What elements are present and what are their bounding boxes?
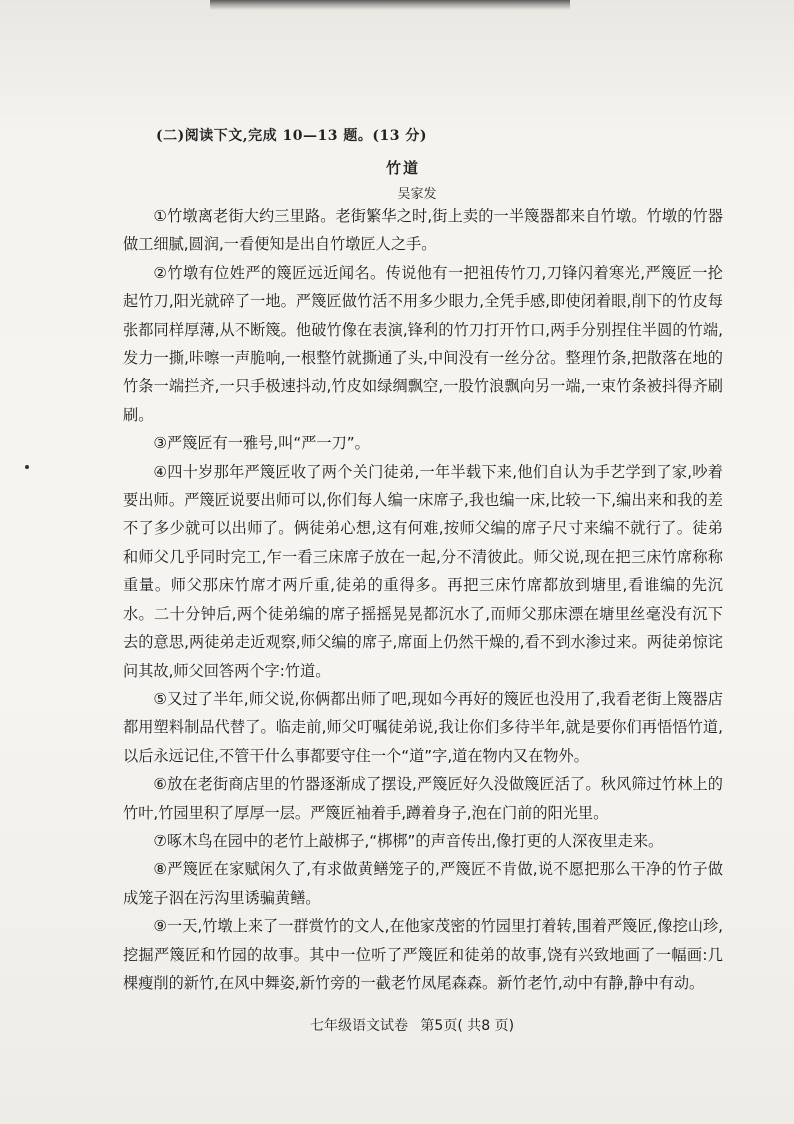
paragraph-7: ⑦啄木鸟在园中的老竹上敲梆子,“梆梆”的声音传出,像打更的人深夜里走来。 [153, 831, 664, 850]
margin-dot [25, 465, 29, 469]
paragraph-4: ④四十岁那年严篾匠收了两个关门徒弟,一年半载下来,他们自认为手艺学到了家,吵着要出师。严篾匠说要出师可以,你们每人编一床席子,我也编一床,比较一下,编出来和我的差不了多少就可以出师了。俩徒弟心想,这有何难,按师父编的席子尺寸来编不就行了。徒弟和师父几乎同时完工,乍一看三床席子放在一起,分不清彼此。师父说,现在把三床竹席称称重量。师父那床竹席才两斤重,徒弟的重得多。再把三床竹席都放到塘里,看谁编的先沉水。二十分钟后,两个徒弟编的席子摇摇晃晃都沉水了,而师父那床漂在塘里丝毫没有沉下去的意思,两徒弟走近观察,师父编的席子,席面上仍然干燥的,看不到水渗过来。两徒弟惊诧问其故,师父回答两个字:竹道。 [123, 462, 723, 680]
paragraph-3: ③严篾匠有一雅号,叫“严一刀”。 [153, 434, 370, 453]
paragraph-1: ①竹墩离老街大约三里路。老街繁华之时,街上卖的一半篾器都来自竹墩。竹墩的竹器做工细腻,圆润,一看便知是出自竹墩匠人之手。 [123, 207, 723, 254]
footer-page-number: 第5页( 共8 页) [420, 1018, 515, 1034]
section-heading: (二)阅读下文,完成 10—13 题。(13 分) [156, 128, 427, 144]
paragraph-2: ②竹墩有位姓严的篾匠远近闻名。传说他有一把祖传竹刀,刀锋闪着寒光,严篾匠一抡起竹刀,阳光就碎了一地。严篾匠做竹活不用多少眼力,全凭手感,即使闭着眼,削下的竹皮每张都同样厚薄,从不断篾。他破竹像在表演,锋利的竹刀打开竹口,两手分别捏住半圆的竹端,发力一撕,咔嚓一声脆响,一根整竹就撕通了头,中间没有一丝分岔。整理竹条,把散落在地的竹条一端拦齐,一只手极速抖动,竹皮如绿绸飘空,一股竹浪飘向另一端,一束竹条被抖得齐刷刷。 [123, 263, 723, 424]
paragraph-6: ⑥放在老街商店里的竹器逐渐成了摆设,严篾匠好久没做篾匠活了。秋风筛过竹林上的竹叶,竹园里积了厚厚一层。严篾匠袖着手,蹲着身子,泡在门前的阳光里。 [123, 775, 723, 822]
paragraph-5: ⑤又过了半年,师父说,你俩都出师了吧,现如今再好的篾匠也没用了,我看老街上篾器店都用塑料制品代替了。临走前,师父叮嘱徒弟说,我让你们多待半年,就是要你们再悟悟竹道,以后永远记住,不管干什么事都要守住一个“道”字,道在物内又在物外。 [123, 689, 723, 765]
page-footer [0, 1015, 794, 1035]
article-body [123, 202, 723, 997]
left-margin-bleed [0, 110, 110, 1050]
paragraph-9: ⑨一天,竹墩上来了一群赏竹的文人,在他家茂密的竹园里打着转,围着严篾匠,像挖山珍,挖掘严篾匠和竹园的故事。其中一位听了严篾匠和徒弟的故事,饶有兴致地画了一幅画:几棵瘦削的新竹,在风中舞姿,新竹旁的一截老竹凤尾森森。新竹老竹,动中有静,静中有动。 [123, 917, 723, 992]
article-author: 吴家发 [397, 187, 437, 202]
scan-top-shadow [210, 0, 570, 10]
article-title: 竹道 [385, 159, 420, 177]
paragraph-8: ⑧严篾匠在家赋闲久了,有求做黄鳝笼子的,严篾匠不肯做,说不愿把那么干净的竹子做成笼子泅在污沟里诱骗黄鳝。 [123, 860, 723, 907]
right-margin-bleed [735, 110, 794, 1050]
footer-exam-name: 七年级语文试卷 [309, 1018, 408, 1034]
